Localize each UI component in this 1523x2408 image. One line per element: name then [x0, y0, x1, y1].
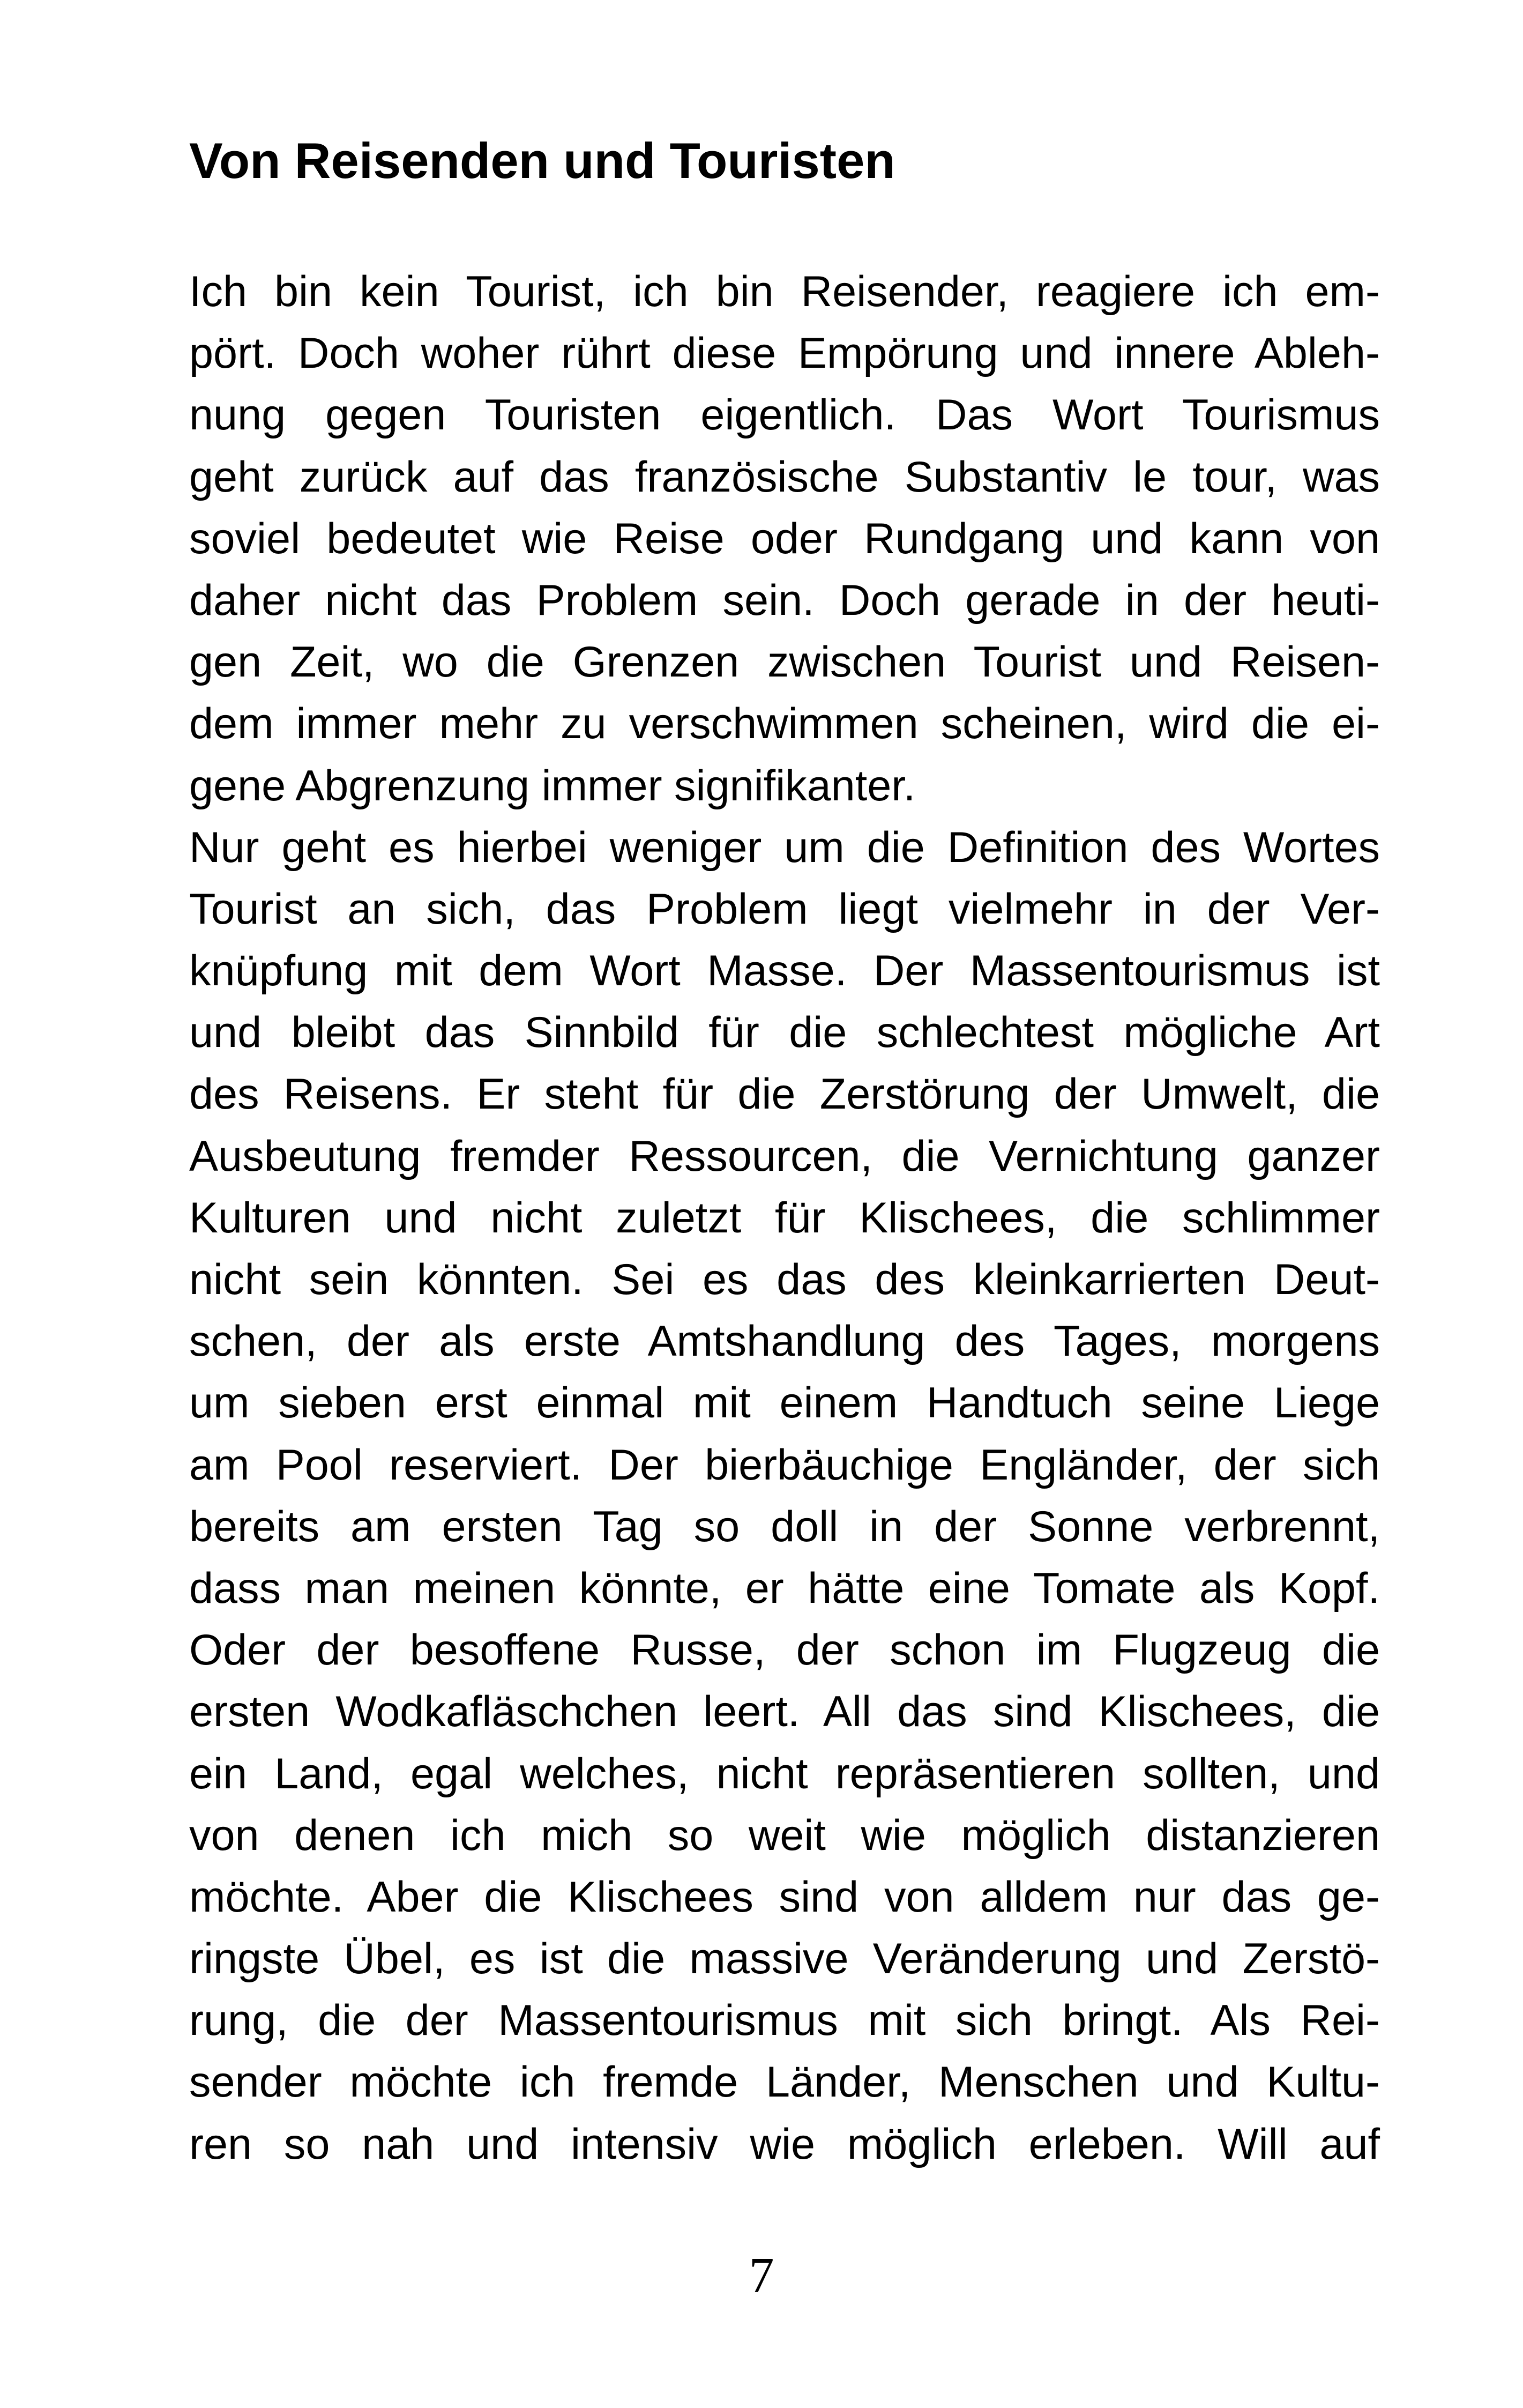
text-line: Oder der besoffene Russe, der schon im Flugzeug die: [189, 1626, 1380, 1675]
text-line: ringste Übel, es ist die massive Veränderung und Zerstö-: [189, 1935, 1380, 1983]
text-line: schen, der als erste Amtshandlung des Tages, morgens: [189, 1317, 1380, 1366]
text-line: Nur geht es hierbei weniger um die Definition des Wortes: [189, 823, 1380, 872]
text-line: Kulturen und nicht zuletzt für Klischees, die schlimmer: [189, 1193, 1380, 1242]
text-line: knüpfung mit dem Wort Masse. Der Massentourismus ist: [189, 947, 1380, 995]
text-line: nicht sein könnten. Sei es das des kleinkarrierten Deut-: [189, 1255, 1380, 1304]
text-line: am Pool reserviert. Der bierbäuchige Engländer, der sich: [189, 1440, 1380, 1489]
text-line: von denen ich mich so weit wie möglich distanzieren: [189, 1811, 1380, 1860]
text-line: dass man meinen könnte, er hätte eine Tomate als Kopf.: [189, 1564, 1380, 1612]
text-line: soviel bedeutet wie Reise oder Rundgang und kann von: [189, 514, 1380, 563]
text-line: daher nicht das Problem sein. Doch gerade in der heuti-: [189, 576, 1380, 625]
body-text: [189, 261, 1380, 2175]
text-line: Ich bin kein Tourist, ich bin Reisender, reagiere ich em-: [189, 267, 1380, 316]
text-line: rung, die der Massentourismus mit sich bringt. Als Rei-: [189, 1996, 1380, 2045]
text-line: des Reisens. Er steht für die Zerstörung der Umwelt, die: [189, 1070, 1380, 1119]
text-line: pört. Doch woher rührt diese Empörung und innere Ableh-: [189, 329, 1380, 378]
text-line: nung gegen Touristen eigentlich. Das Wort Tourismus: [189, 391, 1380, 440]
text-line: gen Zeit, wo die Grenzen zwischen Tourist und Reisen-: [189, 638, 1380, 687]
text-line: möchte. Aber die Klischees sind von alldem nur das ge-: [189, 1872, 1380, 1921]
text-line: ren so nah und intensiv wie möglich erleben. Will auf: [189, 2120, 1380, 2168]
text-line: ersten Wodkafläschchen leert. All das sind Klischees, die: [189, 1688, 1380, 1736]
text-line: um sieben erst einmal mit einem Handtuch seine Liege: [189, 1379, 1380, 1428]
text-line: ein Land, egal welches, nicht repräsentieren sollten, und: [189, 1749, 1380, 1798]
page-number: 7: [749, 2248, 774, 2303]
text-line: sender möchte ich fremde Länder, Menschen und Kultu-: [189, 2058, 1380, 2107]
text-line: bereits am ersten Tag so doll in der Sonne verbrennt,: [189, 1502, 1380, 1551]
text-line: geht zurück auf das französische Substantiv le tour, was: [189, 452, 1380, 501]
text-line: Tourist an sich, das Problem liegt vielmehr in der Ver-: [189, 885, 1380, 933]
text-line: dem immer mehr zu verschwimmen scheinen, wird die ei-: [189, 700, 1380, 748]
text-line: Ausbeutung fremder Ressourcen, die Vernichtung ganzer: [189, 1132, 1380, 1180]
text-line: gene Abgrenzung immer signifikanter.: [189, 761, 916, 810]
chapter-title: Von Reisenden und Touristen: [189, 132, 895, 189]
text-line: und bleibt das Sinnbild für die schlechtest mögliche Art: [189, 1008, 1380, 1057]
